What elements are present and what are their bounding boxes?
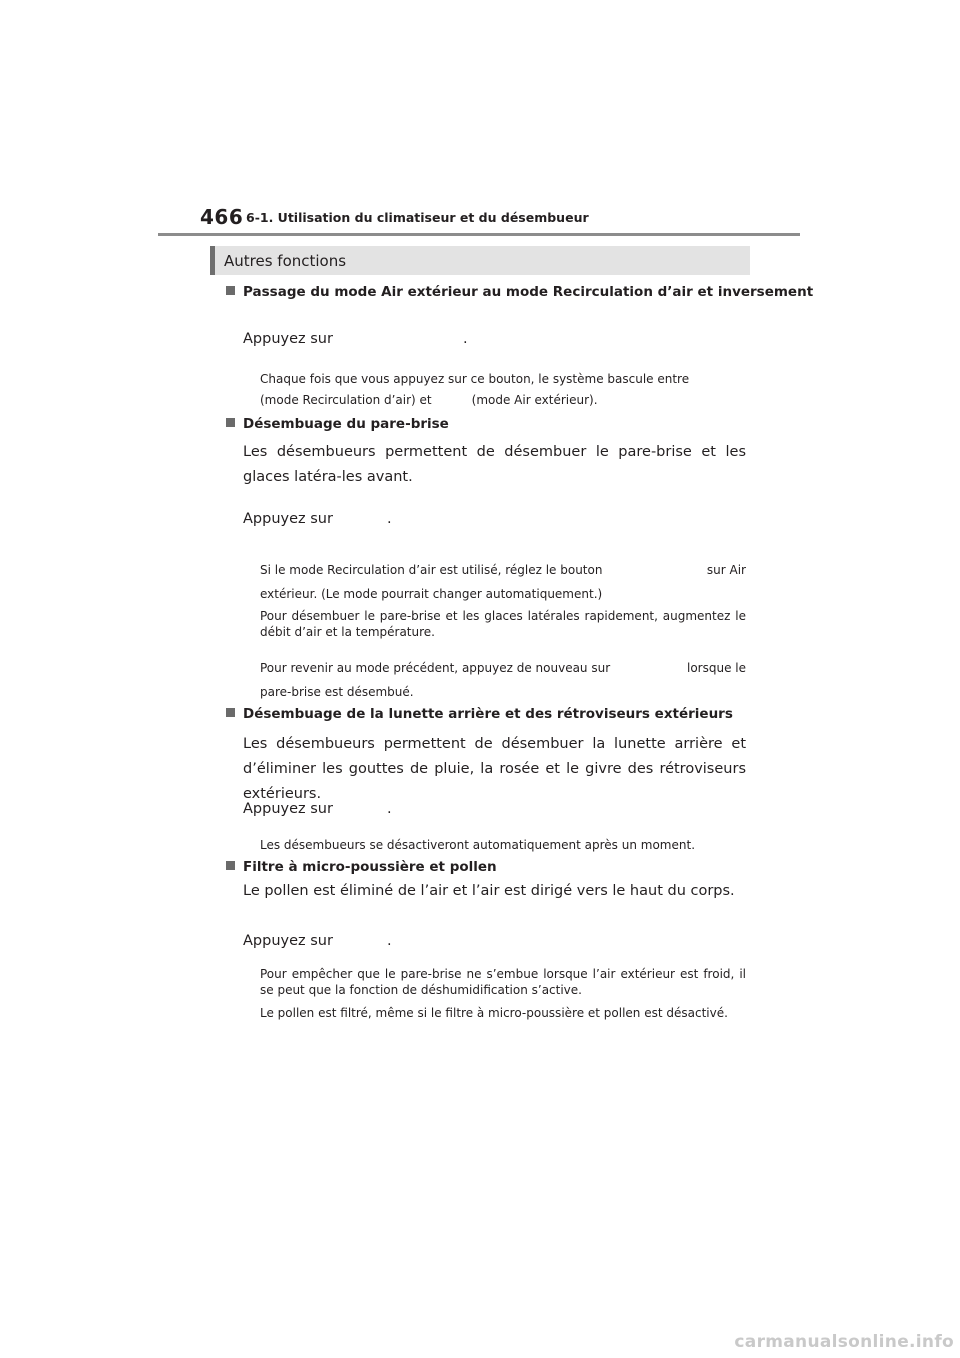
note-windshield-line1: Si le mode Recirculation d’air est utilisé, réglez le bouton sur Air (260, 563, 746, 577)
body-pollen-filter: Le pollen est éliminé de l’air et l’air est dirigé vers le haut du corps. (243, 883, 735, 899)
note-air-mode-line1: Chaque fois que vous appuyez sur ce bouton, le système bascule entre (260, 372, 690, 386)
body-windshield-defog: Les désembueurs permettent de désembuer le pare-brise et les glaces latéra-les avant. (243, 444, 746, 485)
note-windshield-speed: Pour désembuer le pare-brise et les glaces latérales rapidement, augmentez le débit d’air et la température. (260, 609, 746, 639)
section-title: Autres fonctions (224, 252, 347, 270)
note-windshield-line2: extérieur. (Le mode pourrait changer automatiquement.) (260, 587, 603, 601)
item-heading-pollen-filter: Filtre à micro-poussière et pollen (226, 859, 497, 875)
note-windshield-return-line2: pare-brise est désembué. (260, 685, 414, 699)
note-air-mode-line2: (mode Recirculation d’air) et (mode Air extérieur). (260, 393, 598, 407)
press-instruction-windshield-defog: Appuyez sur . (243, 511, 392, 527)
square-bullet-icon (226, 418, 235, 427)
header-rule (158, 233, 800, 236)
note-rear-defog: Les désembueurs se désactiveront automatiquement après un moment. (260, 838, 696, 852)
note-windshield-return-line1: Pour revenir au mode précédent, appuyez de nouveau sur lorsque le (260, 661, 746, 675)
section-title-accent (210, 246, 215, 275)
watermark: carmanualsonline.info (734, 1332, 954, 1352)
body-rear-defog: Les désembueurs permettent de désembuer la lunette arrière et d’éliminer les gouttes de pluie, la rosée et le givre des rétroviseurs extérieurs. (243, 736, 746, 802)
square-bullet-icon (226, 861, 235, 870)
chapter-title: 6-1. Utilisation du climatiseur et du désembueur (246, 210, 589, 225)
press-instruction-rear-defog: Appuyez sur . (243, 801, 392, 817)
square-bullet-icon (226, 286, 235, 295)
item-heading-windshield-defog: Désembuage du pare-brise (226, 416, 449, 432)
press-instruction-pollen-filter: Appuyez sur . (243, 933, 392, 949)
square-bullet-icon (226, 708, 235, 717)
page-number: 466 (200, 205, 244, 229)
item-heading-rear-defog: Désembuage de la lunette arrière et des rétroviseurs extérieurs (226, 706, 733, 722)
press-instruction-air-mode: Appuyez sur . (243, 331, 468, 347)
note-pollen-filter-defog: Pour empêcher que le pare-brise ne s’embue lorsque l’air extérieur est froid, il se peut que la fonction de déshumidification s’active. (260, 967, 746, 997)
item-heading-air-mode: Passage du mode Air extérieur au mode Recirculation d’air et inversement (226, 284, 813, 300)
note-pollen-filter-off: Le pollen est filtré, même si le filtre à micro-poussière et pollen est désactivé. (260, 1006, 728, 1020)
